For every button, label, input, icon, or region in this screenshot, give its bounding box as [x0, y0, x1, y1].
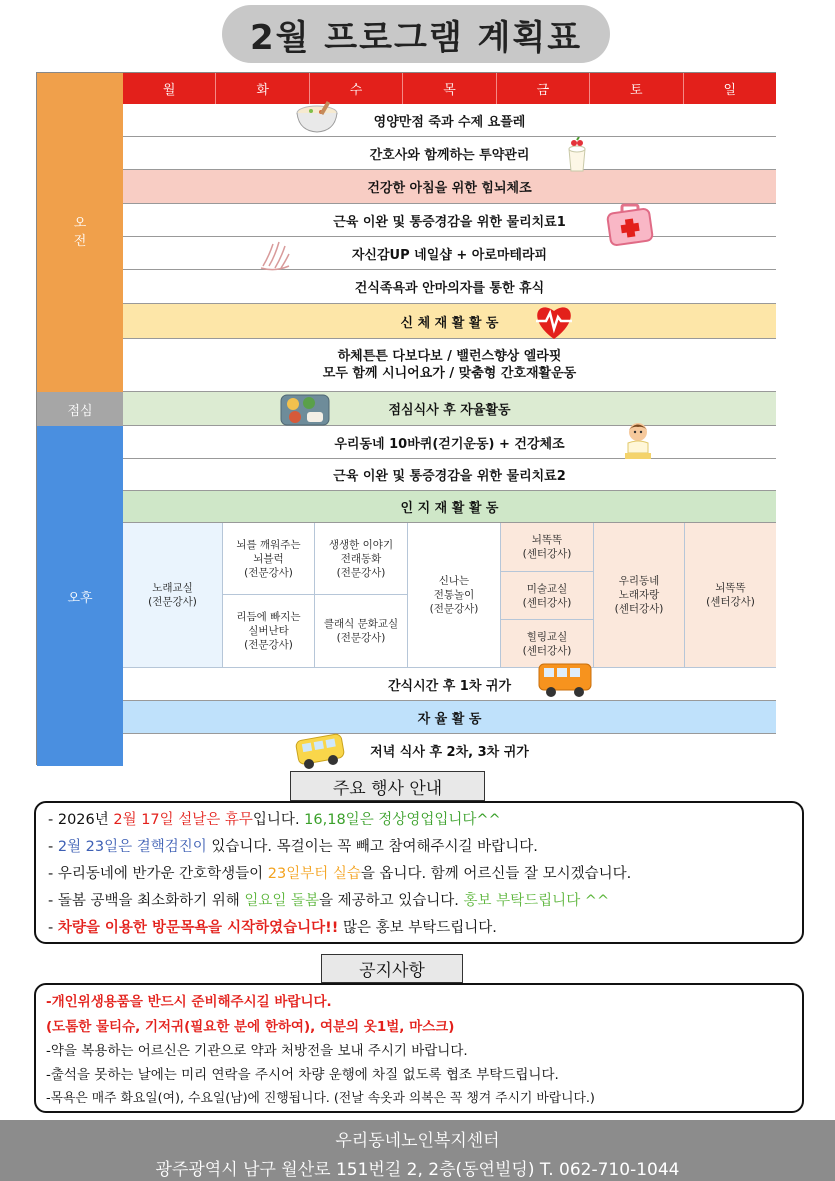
event-line-4 [48, 889, 609, 910]
row-morning-exercise: 건강한 아침을 위한 힘뇌체조 [123, 170, 776, 204]
event-1-holiday: 2월 17일 설날은 휴무 [113, 812, 253, 828]
event-4-promo: 홍보 부탁드립니다 ^^ [463, 893, 610, 909]
row-nail-aroma: 자신감UP 네일샵 + 아로마테라피 [123, 237, 776, 270]
physical-programs-line1: 하체튼튼 다보다보 / 밸런스향상 엘라핏 [337, 349, 562, 364]
event-2-dash: - [48, 839, 58, 855]
cell-fri-brain: 뇌똑똑 (센터강사) [501, 523, 594, 572]
days-header [123, 73, 776, 104]
event-3-text: - 우리동네에 반가운 간호학생들이 [48, 866, 268, 882]
event-1-open: 16,18일은 정상영업입니다^^ [304, 812, 501, 828]
notice-line-2: (도톰한 물티슈, 기저귀(필요한 분에 한하여), 여분의 옷1벌, 마스크) [46, 1019, 455, 1035]
cell-fri-healing: 힐링교실 (센터강사) [501, 620, 594, 668]
notice-box [34, 983, 804, 1113]
notice-line-5: -목욕은 매주 화요일(여), 수요일(남)에 진행됩니다. (전날 속옷과 의복은 꼭 챙겨 주시기 바랍니다.) [46, 1091, 595, 1106]
cell-sun-brain: 뇌똑똑 (센터강사) [685, 523, 776, 668]
cell-tue-brain-block: 뇌를 깨워주는 뇌블럭 (전문강사) [223, 523, 315, 595]
cell-thu-traditional-play: 신나는 전통놀이 (전문강사) [408, 523, 501, 668]
day-thu: 목 [403, 73, 496, 104]
schedule-table [36, 72, 776, 765]
cognitive-program-grid [123, 523, 776, 668]
events-box [34, 801, 804, 944]
row-medication: 간호사와 함께하는 투약관리 [123, 137, 776, 170]
event-4-text: - 돌봄 공백을 최소화하기 위해 [48, 893, 245, 909]
child-icon [621, 421, 655, 463]
row-lunch: 점심식사 후 자율활동 [123, 392, 776, 426]
yogurt-icon [563, 137, 591, 175]
row-foot-bath: 건식족욕과 안마의자를 통한 휴식 [123, 270, 776, 304]
footer-center-name: 우리동네노인복지센터 [335, 1131, 500, 1151]
row-porridge: 영양만점 죽과 수제 요플레 [123, 104, 776, 137]
bus-icon [537, 660, 593, 700]
event-line-1 [48, 808, 501, 829]
day-wed: 수 [310, 73, 403, 104]
event-line-5 [48, 916, 497, 937]
footer-address: 광주광역시 남구 월산로 151번길 2, 2층(동연빌딩) T. 062-710-1044 [155, 1160, 680, 1180]
school-bus-icon [295, 731, 347, 771]
row-cognitive-rehab: 인 지 재 활 활 동 [123, 491, 776, 523]
event-5-text: 많은 홍보 부탁드립니다. [338, 920, 497, 936]
cell-tue-nanta: 리듬에 빠지는 실버난타 (전문강사) [223, 595, 315, 668]
event-3-practice: 23일부터 실습 [267, 866, 361, 882]
side-label-morning: 오 전 [37, 73, 123, 392]
row-physio-1: 근육 이완 및 통증경감을 위한 물리치료1 [123, 204, 776, 237]
row-physio-2: 근육 이완 및 통증경감을 위한 물리치료2 [123, 459, 776, 491]
nail-hand-icon [259, 236, 293, 272]
event-2-text: 있습니다. 목걸이는 꼭 빼고 참여해주시길 바랍니다. [206, 839, 538, 855]
heartbeat-icon [532, 301, 576, 341]
row-free-activity: 자 율 활 동 [123, 701, 776, 734]
event-5-dash: - [48, 920, 58, 936]
cell-wed-folktale: 생생한 이야기 전래동화 (전문강사) [315, 523, 408, 595]
day-mon: 월 [123, 73, 216, 104]
day-sun: 일 [723, 83, 737, 98]
row-snack-return: 간식시간 후 1차 귀가 [123, 668, 776, 701]
events-section-label: 주요 행사 안내 [290, 771, 485, 801]
day-sat: 토 [590, 73, 683, 104]
day-fri: 금 [497, 73, 590, 104]
row-physical-programs [123, 339, 776, 392]
event-5-bath: 차량을 이용한 방문목욕을 시작하였습니다!! [57, 920, 339, 936]
notice-line-1: -개인위생용품을 반드시 준비해주시길 바랍니다. [46, 994, 332, 1010]
cell-wed-classic: 클래식 문화교실 (전문강사) [315, 595, 408, 668]
page-title: 2월 프로그램 계획표 [249, 17, 583, 58]
row-walking: 우리동네 10바퀴(걷기운동) + 건강체조 [123, 426, 776, 459]
event-3-text2: 을 옵니다. 함께 어르신들 잘 모시겠습니다. [360, 866, 632, 882]
cell-sat-singing-contest: 우리동네 노래자랑 (센터강사) [594, 523, 685, 668]
event-4-sunday: 일요일 돌봄 [244, 893, 320, 909]
row-dinner-return: 저녁 식사 후 2차, 3차 귀가 [123, 734, 776, 766]
event-1-text: - 2026년 [48, 812, 114, 828]
side-label-lunch: 점심 [37, 392, 123, 426]
row-physical-rehab: 신 체 재 활 활 동 [123, 304, 776, 339]
event-line-2 [48, 835, 538, 856]
physical-programs-line2: 모두 함께 시니어요가 / 맞춤형 간호재활운동 [322, 366, 577, 381]
notice-line-4: -출석을 못하는 날에는 미리 연락을 주시어 차량 운행에 차질 없도록 협조 부탁드립니다. [46, 1067, 559, 1083]
notice-line-3: -약을 복용하는 어르신은 기관으로 약과 처방전을 보내 주시기 바랍니다. [46, 1043, 468, 1059]
event-2-checkup: 2월 23일은 결핵검진이 [57, 839, 207, 855]
event-4-text2: 을 제공하고 있습니다. [319, 893, 464, 909]
lunch-tray-icon [279, 389, 331, 429]
notice-section-label: 공지사항 [321, 954, 463, 983]
day-tue: 화 [216, 73, 309, 104]
event-1-text2: 입니다. [252, 812, 305, 828]
title-banner [222, 5, 610, 63]
cell-fri-art: 미술교실 (센터강사) [501, 572, 594, 620]
side-label-afternoon: 오후 [37, 426, 123, 766]
first-aid-kit-icon [605, 201, 655, 247]
event-line-3 [48, 862, 631, 883]
porridge-icon [293, 99, 341, 137]
cell-mon-singing: 노래교실 (전문강사) [123, 523, 223, 668]
footer [0, 1120, 835, 1181]
